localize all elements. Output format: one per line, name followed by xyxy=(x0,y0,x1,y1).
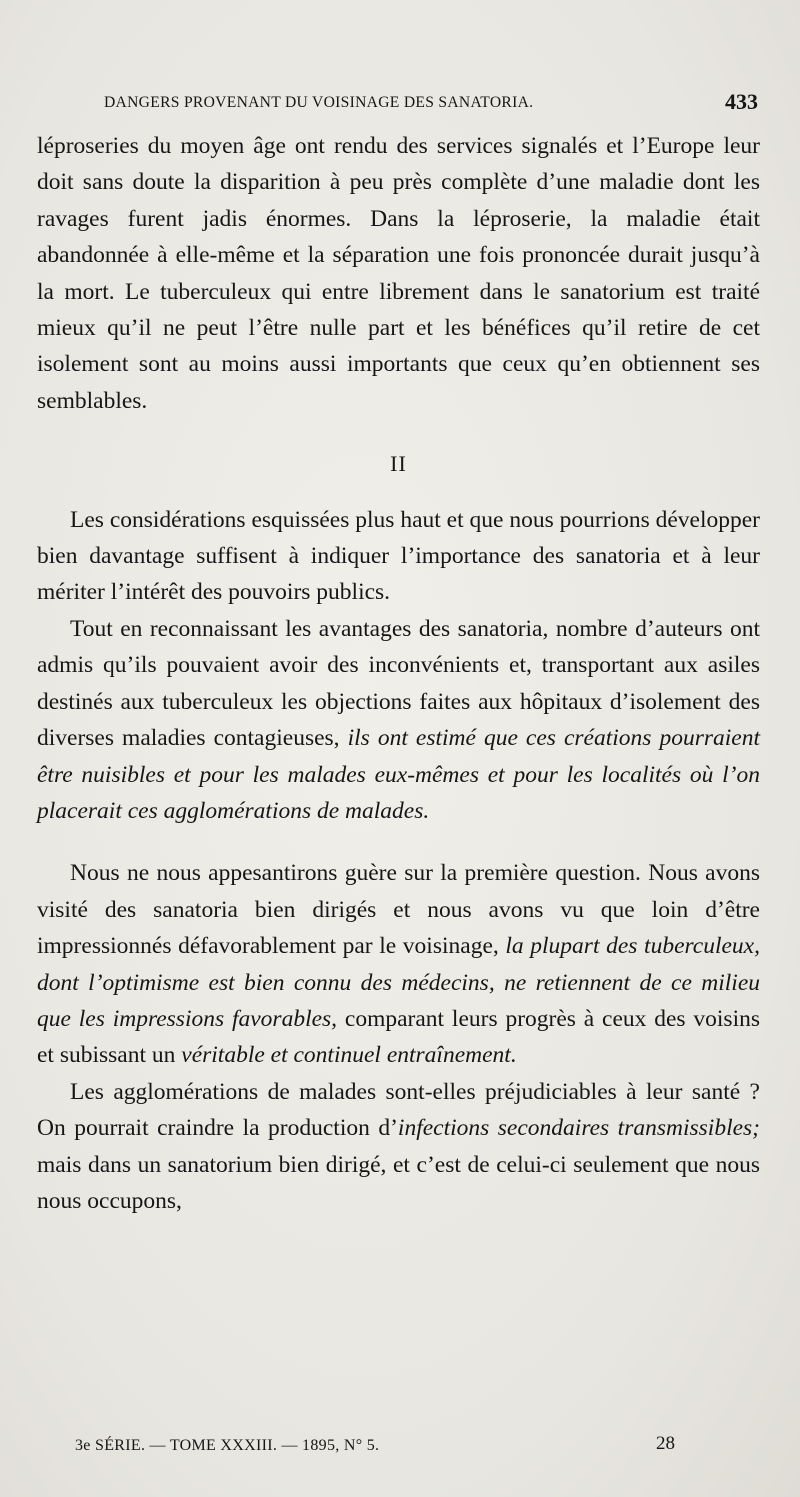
paragraph-4-italic-b: véritable et continuel entraînement. xyxy=(181,1042,517,1069)
paragraph-5 xyxy=(37,1074,760,1220)
paragraph-4-italic-a: la plupart des tuberculeux, dont l’optimisme est bien connu des médecins, ne retiennent de ce milieu que les impressions favorables, xyxy=(37,933,760,1032)
paragraph-4-text-a: Nous ne nous appesantirons guère sur la première question. Nous avons visité des sanatoria bien dirigés et nous avons vu que loin d’être impressionnés défavorablement par le voisinage, xyxy=(37,860,760,960)
paragraph-gap xyxy=(37,829,760,855)
paragraph-2-text: Les considérations esquissées plus haut et que nous pourrions développer bien davantage suffisent à indiquer l’importance des sanatoria et à leur mériter l’intérêt des pouvoirs publics. xyxy=(37,506,760,606)
paragraph-3-text: Tout en reconnaissant les avantages des sanatoria, nombre d’auteurs ont admis qu’ils pouvaient avoir des inconvénients et, transportant aux asiles destinés aux tuberculeux les objections faites aux hôpitaux d’isolement des diverses maladies contagieuses, xyxy=(37,615,760,752)
footer-series-info: 3e SÉRIE. — TOME XXXIII. — 1895, N° 5. xyxy=(75,1437,380,1454)
running-header xyxy=(90,89,758,118)
signature-mark: 28 xyxy=(656,1433,675,1454)
paragraph-5-italic: infections secondaires transmissibles; xyxy=(397,1115,760,1142)
running-head-title: DANGERS PROVENANT DU VOISINAGE DES SANATORIA. xyxy=(104,94,534,111)
paragraph-3 xyxy=(37,611,760,829)
paragraph-3-italic: ils ont estimé que ces créations pourraient être nuisibles et pour les malades eux-mêmes et pour les localités où l’on placerait ces agglomérations de malades. xyxy=(37,725,760,824)
paragraph-1 xyxy=(37,128,760,419)
paragraph-5-text-b: mais dans un sanatorium bien dirigé, et c’est de celui-ci seulement que nous nous occupons, xyxy=(37,1151,760,1214)
paragraph-4 xyxy=(37,855,760,1073)
section-heading: II xyxy=(390,451,407,477)
paragraph-1-text: léproseries du moyen âge ont rendu des services signalés et l’Europe leur doit sans doute la disparition à peu près complète d’une maladie dont les ravages furent jadis énormes. Dans la léproserie, la maladie était abandonnée à elle-même et la séparation une fois prononcée durait jusqu’à la mort. Le tuberculeux qui entre librement dans le sanatorium est traité mieux qu’il ne peut l’être nulle part et les bénéfices qu’il retire de cet isolement sont au moins aussi importants que ceux qu’en obtiennent ses semblables. xyxy=(37,133,760,414)
page-number: 433 xyxy=(725,89,758,114)
paragraph-5-text-a: Les agglomérations de malades sont-elles préjudiciables à leur santé ? On pourrait craindre la production d’ xyxy=(37,1078,760,1142)
paragraph-2 xyxy=(37,502,760,611)
page-footer xyxy=(75,1433,695,1459)
paragraph-4-text-b: comparant leurs progrès à ceux des voisins et subissant un xyxy=(37,1005,760,1069)
body-text xyxy=(37,128,760,1219)
